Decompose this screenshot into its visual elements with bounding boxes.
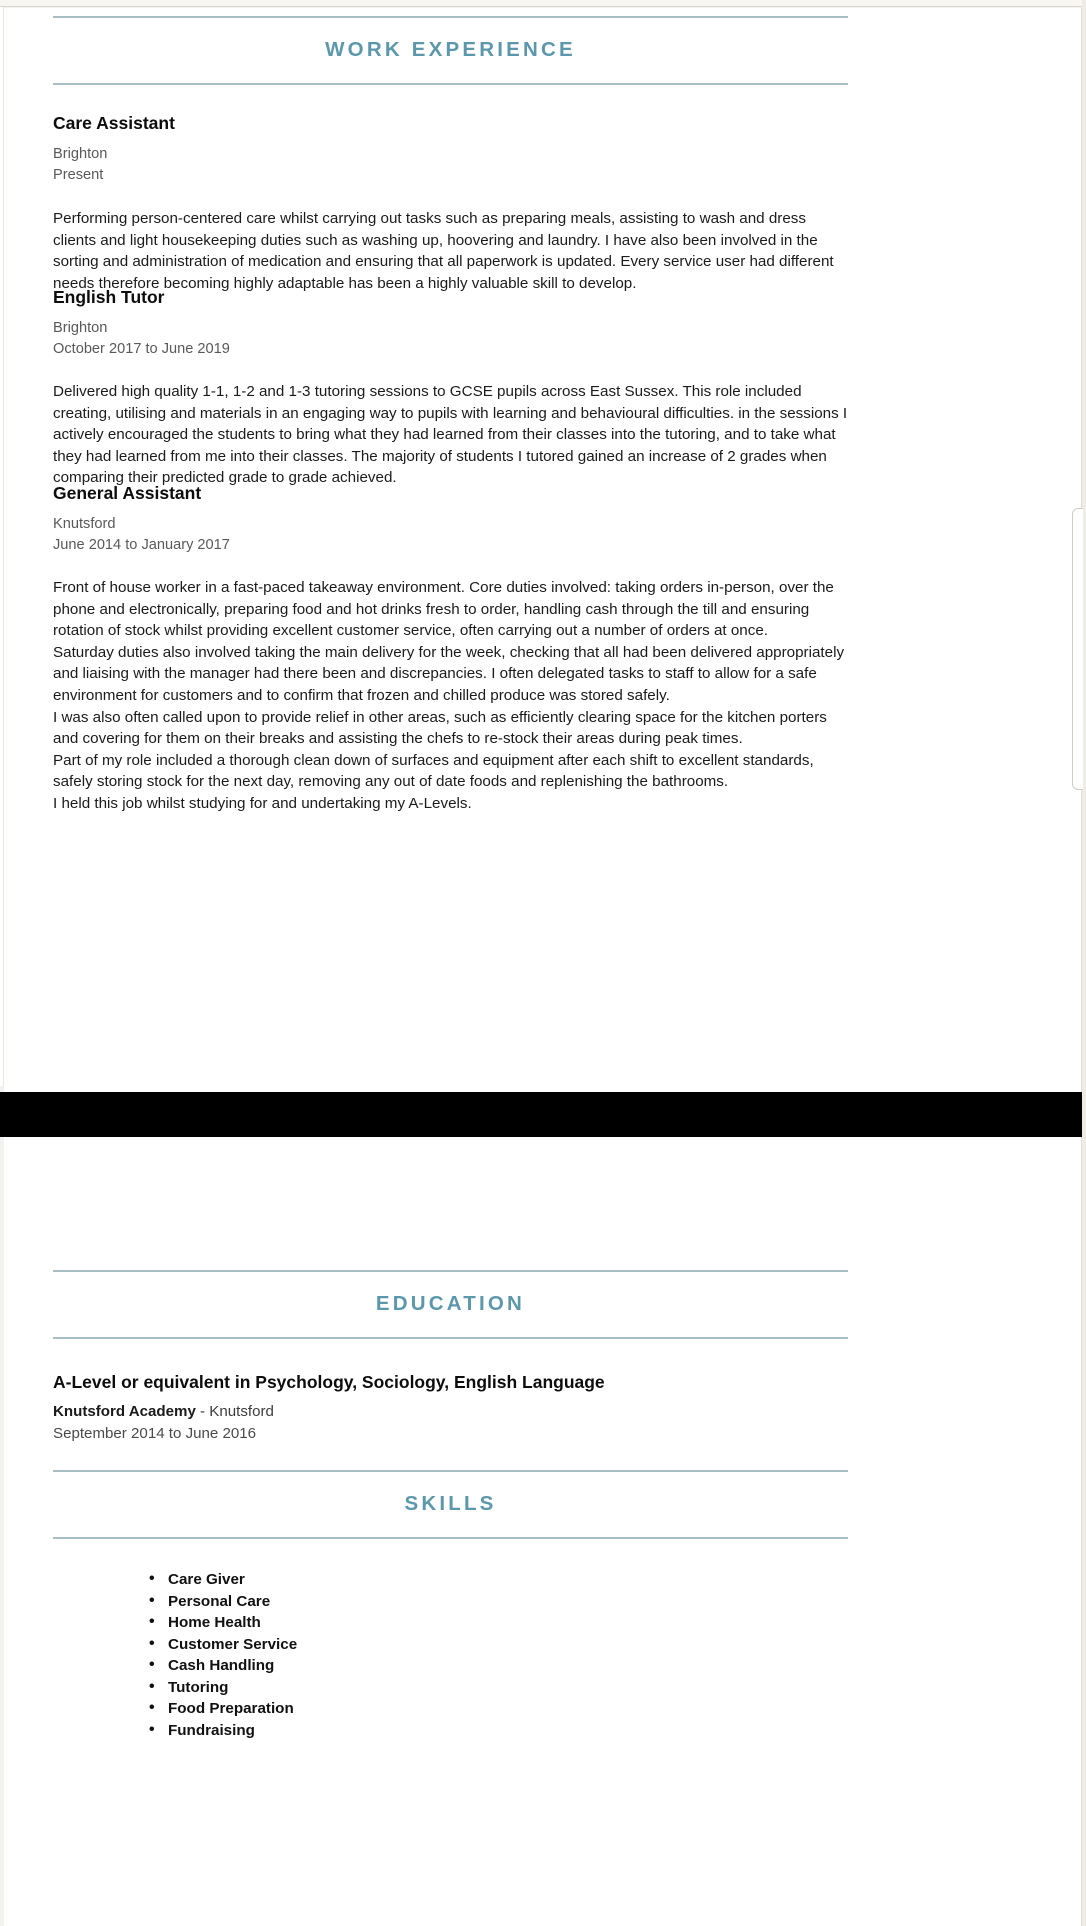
job-title: English Tutor bbox=[53, 287, 165, 307]
job-description-paragraph: Front of house worker in a fast-paced takeaway environment. Core duties involved: taking orders in-person, over the phone and electronically, preparing food and hot drinks fresh to order, handling cash through the till and ensuring rotation of stock whilst providing excellent customer service, often carrying out a number of orders at once. bbox=[53, 579, 834, 640]
list-item: • Customer Service bbox=[149, 1634, 848, 1656]
job-dates: Present bbox=[53, 167, 104, 184]
resume-page-2 bbox=[4, 1137, 1082, 1926]
section-rule-bottom bbox=[53, 1337, 848, 1339]
job-dates: June 2014 to January 2017 bbox=[53, 537, 230, 554]
job-title: General Assistant bbox=[53, 483, 202, 503]
list-item: • Tutoring bbox=[149, 1677, 848, 1699]
job-location: Knutsford bbox=[53, 515, 116, 532]
education-school-line bbox=[53, 1401, 848, 1424]
job-title: Care Assistant bbox=[53, 113, 175, 133]
window-top-strip bbox=[0, 0, 1086, 7]
list-item: • Food Preparation bbox=[149, 1698, 848, 1720]
education-dates: September 2014 to June 2016 bbox=[53, 1425, 257, 1443]
skills-list bbox=[53, 1569, 848, 1742]
resume-page-1 bbox=[4, 8, 1082, 1092]
job-description-paragraph: I was also often called upon to provide relief in other areas, such as efficiently clearing space for the kitchen porters and covering for them on their breaks and assisting the chefs to re-stock their areas during peak times. bbox=[53, 708, 827, 748]
skills-list-container bbox=[53, 1569, 848, 1742]
job-entry bbox=[53, 113, 848, 294]
job-description-paragraph: I held this job whilst studying for and undertaking my A-Levels. bbox=[53, 794, 472, 812]
section-rule-bottom bbox=[53, 1537, 848, 1539]
education-school-name: Knutsford Academy bbox=[53, 1402, 196, 1420]
job-description bbox=[53, 577, 848, 814]
job-description-paragraph: Delivered high quality 1-1, 1-2 and 1-3 tutoring sessions to GCSE pupils across East Sussex. This role included creating, utilising and materials in an engaging way to pupils with learning and behavioural difficulties. in the sessions I actively encouraged the students to bring what they had learned from their classes into the tutoring, and to take what they had learned from me into their classes. The majority of students I tutored gained an increase of 2 grades when comparing their predicted grade to grade achieved. bbox=[53, 383, 848, 487]
list-item: • Fundraising bbox=[149, 1720, 848, 1742]
list-item: • Care Giver bbox=[149, 1569, 848, 1591]
window-right-gutter bbox=[1082, 0, 1086, 1926]
skills-title: SKILLS bbox=[404, 1492, 497, 1515]
list-item: • Personal Care bbox=[149, 1591, 848, 1613]
work-experience-section-header bbox=[53, 16, 848, 85]
work-experience-title: WORK EXPERIENCE bbox=[325, 38, 576, 61]
education-separator: - bbox=[195, 1402, 210, 1420]
skills-section-header bbox=[53, 1470, 848, 1539]
scrollbar-thumb[interactable] bbox=[1072, 508, 1083, 790]
section-rule-bottom bbox=[53, 83, 848, 85]
job-description-paragraph: Part of my role included a thorough clean down of surfaces and equipment after each shift to excellent standards, safely storing stock for the next day, removing any out of date foods and replenishing the bathrooms. bbox=[53, 751, 814, 791]
job-entry bbox=[53, 483, 848, 814]
job-entry bbox=[53, 287, 848, 489]
job-dates: October 2017 to June 2019 bbox=[53, 341, 230, 358]
education-section-header bbox=[53, 1270, 848, 1339]
education-entry bbox=[53, 1371, 848, 1446]
job-description-paragraph: Performing person-centered care whilst carrying out tasks such as preparing meals, assisting to wash and dress clients and light housekeeping duties such as washing up, hoovering and laundry. I have also been involved in the sorting and administration of medication and ensuring that all paperwork is updated. Every service user had different needs therefore becoming highly adaptable has been a highly valuable skill to develop. bbox=[53, 210, 834, 292]
education-location: Knutsford bbox=[209, 1402, 274, 1420]
page-break-band bbox=[0, 1092, 1086, 1137]
education-title: EDUCATION bbox=[375, 1292, 526, 1315]
job-location: Brighton bbox=[53, 145, 108, 162]
job-description bbox=[53, 208, 848, 294]
education-degree: A-Level or equivalent in Psychology, Sociology, English Language bbox=[53, 1372, 605, 1392]
job-description bbox=[53, 381, 848, 489]
job-location: Brighton bbox=[53, 319, 108, 336]
list-item: • Home Health bbox=[149, 1612, 848, 1634]
job-description-paragraph: Saturday duties also involved taking the main delivery for the week, checking that all had been delivered appropriately and liaising with the manager had there been and discrepancies. I often delegated tasks to staff to allow for a safe environment for customers and to confirm that frozen and chilled produce was stored safely. bbox=[53, 643, 845, 704]
list-item: • Cash Handling bbox=[149, 1655, 848, 1677]
